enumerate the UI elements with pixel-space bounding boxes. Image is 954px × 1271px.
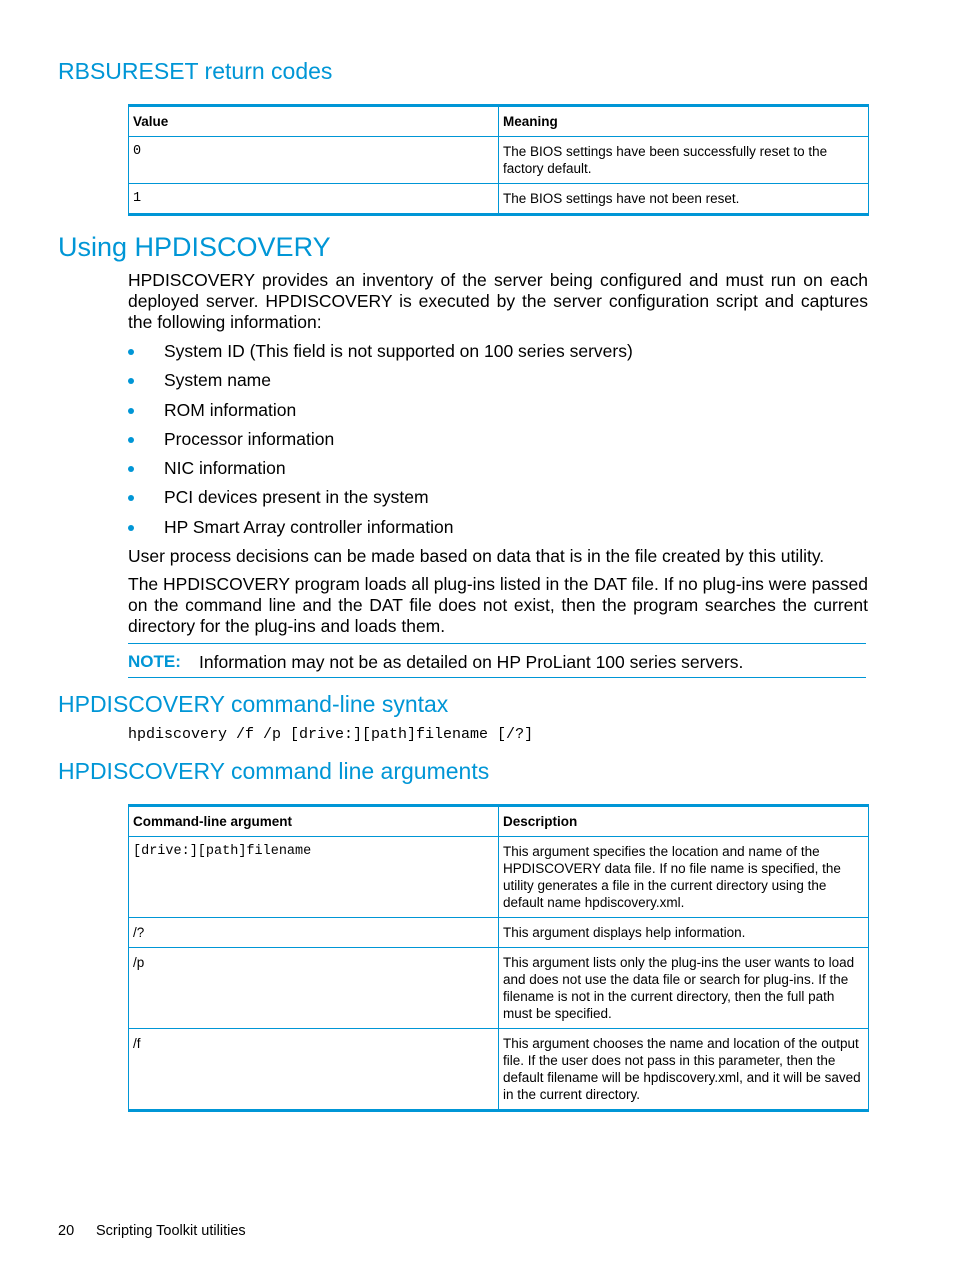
table-cell: This argument displays help information. <box>499 918 869 948</box>
table-cell: [drive:][path]filename <box>129 837 499 918</box>
section-heading-syntax: HPDISCOVERY command-line syntax <box>58 691 449 717</box>
section-heading-rbsureset: RBSURESET return codes <box>58 58 333 84</box>
bullet-icon <box>128 466 134 472</box>
table-cell: The BIOS settings have been successfully reset to the factory default. <box>499 137 869 184</box>
table-cell: The BIOS settings have not been reset. <box>499 184 869 215</box>
footer-chapter: Scripting Toolkit utilities <box>96 1223 246 1239</box>
bullet-icon <box>128 437 134 443</box>
list-item <box>128 457 633 486</box>
table-header-row <box>129 106 869 137</box>
list-item-text: Processor information <box>164 428 335 449</box>
list-item-text: PCI devices present in the system <box>164 487 429 508</box>
table-cell: This argument specifies the location and name of the HPDISCOVERY data file. If no file name is specified, the utility generates a file in the current directory using the default name hpdiscovery.xml. <box>499 837 869 918</box>
syntax-code: hpdiscovery /f /p [drive:][path]filename [/?] <box>128 726 534 743</box>
list-item <box>128 340 633 369</box>
table-row <box>129 137 869 184</box>
list-item-text: ROM information <box>164 399 297 420</box>
list-item-text: NIC information <box>164 458 286 479</box>
table-row <box>129 837 869 918</box>
page-number: 20 <box>58 1223 75 1239</box>
table-row <box>129 1029 869 1111</box>
table-row <box>129 184 869 215</box>
list-item <box>128 516 633 545</box>
list-item <box>128 486 633 515</box>
list-item <box>128 428 633 457</box>
section-heading-using-hpdiscovery: Using HPDISCOVERY <box>58 232 331 262</box>
information-list <box>128 340 633 545</box>
note-label: NOTE: <box>128 652 181 671</box>
list-item-text: System name <box>164 370 271 391</box>
intro-paragraph: HPDISCOVERY provides an inventory of the server being configured and must run on each deployed server. HPDISCOVERY is executed by the server configuration script and captures the following information: <box>128 270 868 332</box>
table-cell: This argument lists only the plug-ins the user wants to load and does not use the data file or search for plug-ins. If the filename is not in the current directory, then the full path must be specified. <box>499 948 869 1029</box>
table-row <box>129 918 869 948</box>
column-header: Description <box>499 806 869 837</box>
bullet-icon <box>128 495 134 501</box>
bullet-icon <box>128 378 134 384</box>
table-cell: /f <box>129 1029 499 1111</box>
note-box <box>128 643 866 678</box>
bullet-icon <box>128 408 134 414</box>
table-header-row <box>129 806 869 837</box>
table-row <box>129 948 869 1029</box>
table-cell: /p <box>129 948 499 1029</box>
table-cell: /? <box>129 918 499 948</box>
table-cell: 0 <box>129 137 499 184</box>
column-header: Meaning <box>499 106 869 137</box>
note-text: Information may not be as detailed on HP ProLiant 100 series servers. <box>199 652 744 672</box>
paragraph-user-decisions: User process decisions can be made based on data that is in the file created by this utility. <box>128 546 825 566</box>
list-item-text: System ID (This field is not supported on 100 series servers) <box>164 341 633 361</box>
table-cell: 1 <box>129 184 499 215</box>
rbsureset-return-codes-table <box>128 104 869 216</box>
list-item <box>128 369 633 398</box>
bullet-icon <box>128 525 134 531</box>
section-heading-arguments: HPDISCOVERY command line arguments <box>58 758 490 784</box>
paragraph-plugins: The HPDISCOVERY program loads all plug-ins listed in the DAT file. If no plug-ins were passed on the command line and the DAT file does not exist, then the program searches the current directory for the plug-ins and loads them. <box>128 574 868 636</box>
command-line-arguments-table <box>128 804 869 1112</box>
list-item-text: HP Smart Array controller information <box>164 516 454 537</box>
bullet-icon <box>128 349 134 355</box>
column-header: Command-line argument <box>129 806 499 837</box>
table-cell: This argument chooses the name and location of the output file. If the user does not pass in this parameter, then the default filename will be hpdiscovery.xml, and it will be saved in the current directory. <box>499 1029 869 1111</box>
column-header: Value <box>129 106 499 137</box>
list-item <box>128 399 633 428</box>
